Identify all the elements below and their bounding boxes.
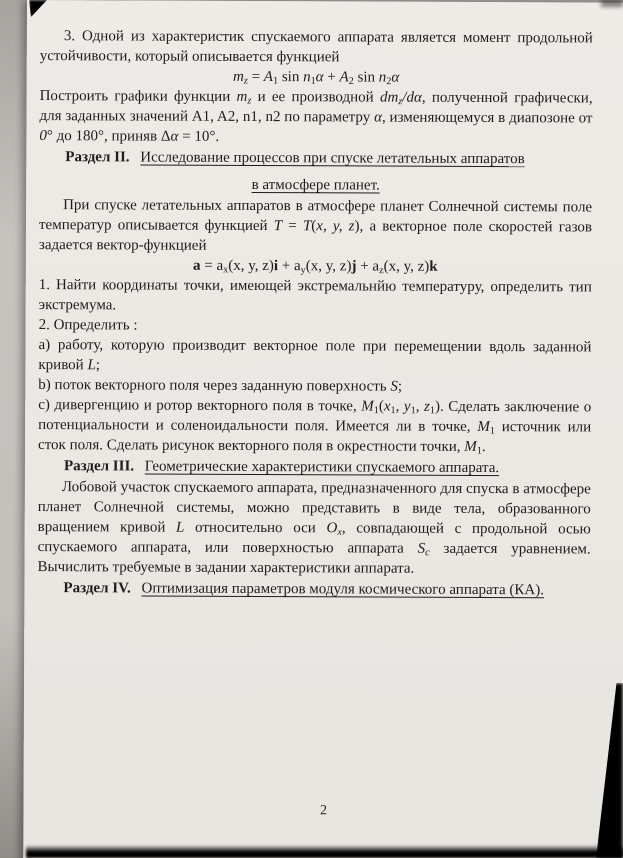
paragraph-plot-task: Построить графики функции $m_z$ и ее производной $dm_z/d\alpha$, полученной графически, для заданных значений A1, A2, n1, n2 по параметру α, изменяющемуся в диапозоне от 0° до 180°, приняв Δα = 10°.: [39, 88, 593, 145]
scan-artifact-top-right-edge: [601, 0, 623, 7]
section-iii-heading: [38, 455, 591, 479]
section-iv-title: Оптимизация параметров модуля космического аппарата (КА).: [141, 580, 545, 599]
task-item-b: b) поток векторного поля через заданную поверхность S;: [38, 377, 403, 395]
section-iii-label: Раздел III.: [63, 458, 135, 475]
section-iii-title: Геометрические характеристики спускаемого аппарата.: [144, 458, 500, 477]
task-item-c: c) дивергенцию и ротор векторного поля в точке, $M_1(x_1$, $y_1$, $z_1$). Сделать заключение о потенциальности и соленоидальности поля. Имеется ли в точке, $M_1$ источник или сток поля. Сделать рисунок векторного поля в окрестности точки, $M_1$.: [38, 397, 592, 457]
section-iv-heading: [37, 577, 590, 601]
task-2: 2. Определить :: [38, 317, 138, 334]
formula-pitching-moment: $m_z = A_1$ $\sin n_1\alpha + A_2$ $\sin n_2\alpha$: [233, 68, 400, 88]
section-ii-title-line2: в атмосфере планет.: [251, 176, 380, 194]
scan-artifact-bottom-edge: [26, 845, 623, 858]
section-ii-label: Раздел II.: [65, 149, 130, 166]
task-1: 1. Найти координаты точки, имеющей экстремальнйю температуру, определить тип экстремума.: [38, 277, 592, 314]
section-iv-label: Раздел IV.: [63, 580, 131, 597]
section-ii-title-line1: Исследование процессов при спуске летательных аппаратов: [140, 149, 525, 168]
paragraph-frontal-section: Лобовой участок спускаемого аппарата, предназначенного для спуска в атмосфере планет Солнечной системы, можно представить в виде тела, образованного вращением кривой L относительно оси $O_x$, совпадающей с продольной осью спускаемого аппарата, или поверхностью аппарата $S_c$ задается уравнением. Вычислить требуемые в задании характеристики аппарата.: [37, 479, 591, 577]
section-ii-title-line2-wrap: [39, 173, 592, 197]
page-content: [24, 0, 623, 602]
page-number: 2: [319, 803, 327, 819]
section-ii-heading: [39, 146, 592, 170]
task-item-a: а) работу, которую производит векторное поле при перемещении вдоль заданной кривой L;: [38, 337, 592, 374]
paragraph-descent-intro: При спуске летательных аппаратов в атмосфере планет Солнечной системы поле температур описывается функцией T = T(x, y, z), а векторное поле скоростей газов задается вектор-функцией: [38, 197, 593, 254]
document-page: [23, 0, 623, 858]
formula-velocity-field: $a = a_x(x$, y, $z)i + a_y(x$, y, $z)j + a_z(x$, y, z)k: [192, 257, 438, 277]
paragraph-item3: 3. Одной из характеристик спускаемого аппарата является момент продольной устойчивости, который описывается функцией: [39, 28, 593, 66]
